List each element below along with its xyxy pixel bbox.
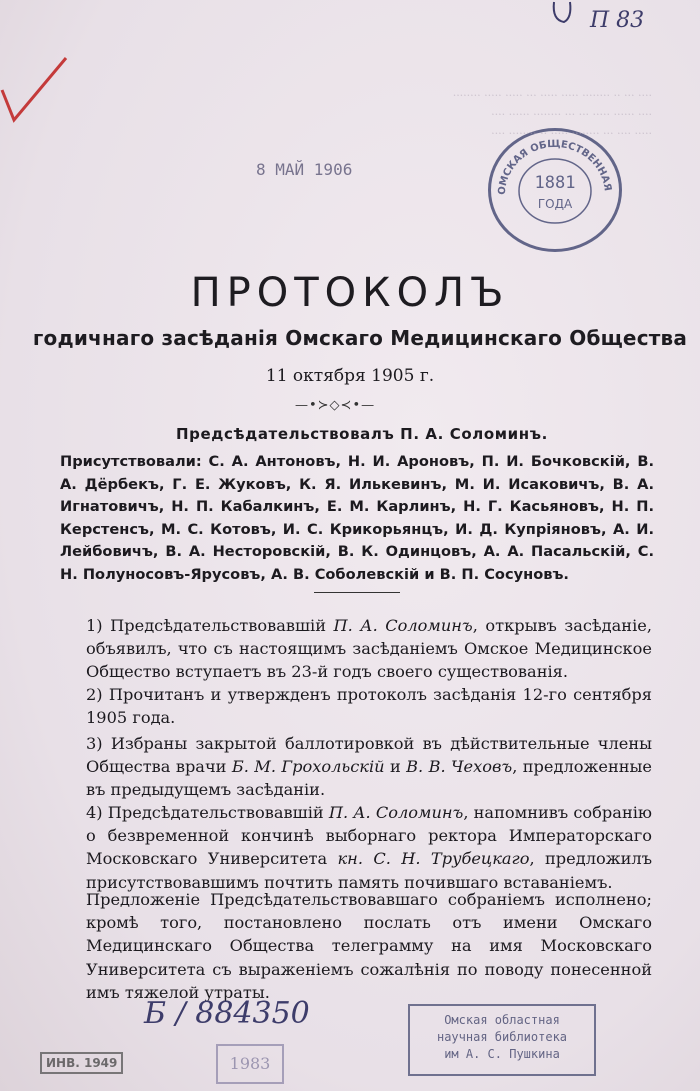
red-check-mark: [0, 50, 70, 130]
handwritten-number: Б / 884350: [144, 996, 310, 1031]
stamp-word: ГОДА: [537, 197, 573, 211]
stamp-year: 1881: [534, 173, 576, 193]
stamp-outer-text: ОМСКАЯ ОБЩЕСТВЕННАЯ: [496, 138, 613, 196]
library-stamp-line-3: им А. С. Пушкина: [444, 1047, 560, 1061]
pen-stroke: [548, 0, 578, 26]
library-rect-stamp: [408, 1004, 596, 1076]
library-round-stamp: [488, 128, 622, 252]
chairman-line: Предсѣдательствовалъ П. А. Соломинъ.: [176, 425, 548, 443]
ornament-divider: —•≻◇≺•—: [295, 398, 376, 413]
document-title: ПРОТОКОЛЪ: [190, 270, 510, 316]
library-stamp-line-1: Омская областная: [444, 1013, 560, 1027]
paragraph-1: 1) Предсѣдательствовавшій П. А. Соломинъ, открывъ засѣданіе, объявилъ, что съ настоящимъ засѣданіемъ Омское Медицинское Общество вступаетъ въ 23-й годъ своего существованія.: [86, 616, 652, 682]
section-rule: [314, 592, 400, 593]
attendees-list: Присутствовали: С. А. Антоновъ, Н. И. Ароновъ, П. И. Бочковскій, В. А. Дёрбекъ, Г. Е. Жуковъ, К. Я. Илькевинъ, М. И. Исаковичъ, В. А. Игнатовичъ, Н. П. Кабалкинъ, Е. М. Карлинъ, Н. Г. Касьяновъ, Н. П. Керстенсъ, М. С. Котовъ, И. С. Крикорьянцъ, И. Д. Купріяновъ, А. И. Лейбовичъ, В. А. Несторовскій, В. К. Одинцовъ, А. А. Пасальскій, С. Н. Полуносовъ-Ярусовъ, А. В. Соболевскій и В. П. Сосуновъ.: [60, 453, 654, 583]
paragraph-2: 2) Прочитанъ и утвержденъ протоколъ засѣданія 12-го сентября 1905 года.: [86, 685, 652, 728]
paragraph-5: Предложеніе Предсѣдательствовавшаго собраніемъ исполнено; кромѣ того, постановлено послать отъ имени Омскаго Медицинскаго Общества телеграмму на имя Московскаго Университета съ выраженіемъ сожалѣнія по поводу понесенной имъ тяжелой утраты.: [86, 890, 652, 1002]
date-stamp: 8 МАЙ 1906: [256, 160, 353, 179]
handwritten-number-digits: 884350: [195, 996, 310, 1031]
document-subtitle: годичнаго засѣданія Омскаго Медицинскаго Общества: [32, 326, 688, 350]
number-stamp: 1983: [216, 1044, 284, 1084]
handwritten-shelfmark: П 83: [590, 8, 645, 33]
bleed-through-text: ···· ··· ·· ········ ····· ····· ··· ····· ····· ········ ···· ······ ····· ··· ··· ········ ······ ···· ····· ···· ··· ········ ····· ·· ········ ····: [452, 89, 652, 140]
handwritten-b-mark: Б: [144, 996, 167, 1031]
inventory-stamp: ИНВ. 1949: [40, 1052, 123, 1074]
meeting-date: 11 октября 1905 г.: [265, 366, 435, 386]
paragraph-4: 4) Предсѣдательствовавшій П. А. Соломинъ, напомнивъ собранію о безвременной кончинѣ выборнаго ректора Императорскаго Московскаго Университета кн. С. Н. Трубецкаго, предложилъ присутствовавшимъ почтить память почившаго вставаніемъ.: [86, 803, 652, 892]
library-stamp-line-2: научная библиотека: [436, 1030, 568, 1044]
paragraph-3: 3) Избраны закрытой баллотировкой въ дѣйствительные члены Общества врачи Б. М. Грохольскій и В. В. Чеховъ, предложенные въ предыдущемъ засѣданіи.: [86, 734, 652, 800]
